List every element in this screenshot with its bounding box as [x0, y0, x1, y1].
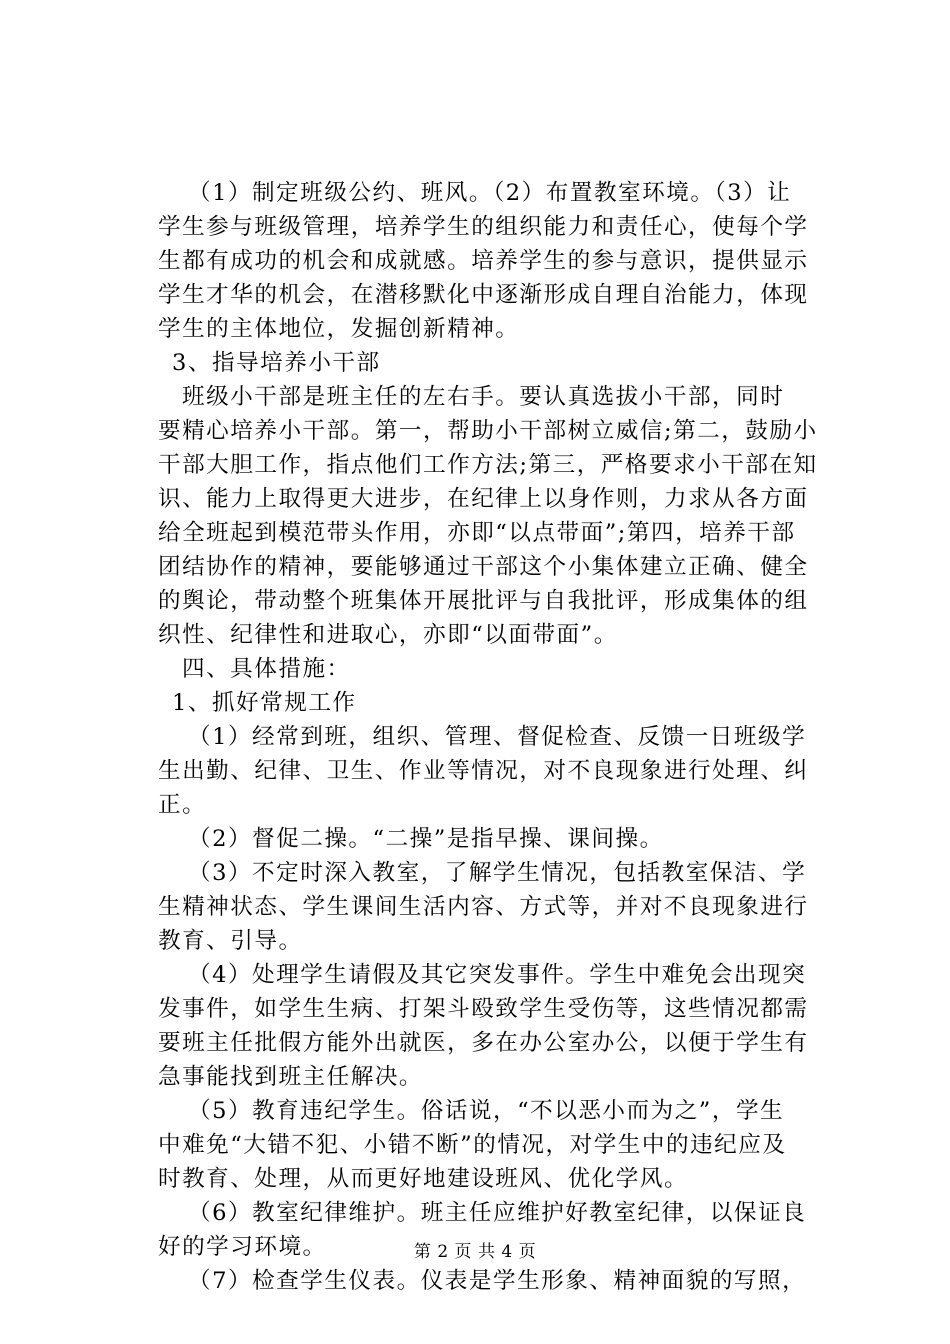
text-line: 织性、纪律性和进取心，亦即“以面带面”。: [158, 622, 618, 648]
text-line: 教育、引导。: [158, 928, 303, 954]
paragraph-item-3: [158, 856, 834, 958]
text-line: 1、抓好常规工作: [172, 690, 357, 716]
text-line: （6）教室纪律维护。班主任应维护好教室纪律，以保证良: [188, 1200, 807, 1226]
text-line: （2）督促二操。“二操”是指早操、课间操。: [188, 826, 664, 852]
text-line: 生出勤、纪律、卫生、作业等情况，对不良现象进行处理、纠: [158, 758, 809, 784]
paragraph-item-5: [158, 1094, 834, 1196]
section-heading-cadres: [158, 346, 834, 380]
text-line: 班级小干部是班主任的左右手。要认真选拔小干部，同时: [182, 384, 785, 410]
section-heading-measures: [158, 652, 834, 686]
paragraph-class-rules: [158, 176, 834, 346]
text-line: 生都有成功的机会和成就感。培养学生的参与意识，提供显示: [158, 248, 809, 274]
text-line: 要精心培养小干部。第一，帮助小干部树立威信;第二，鼓励小: [158, 418, 818, 444]
text-line: 给全班起到模范带头作用，亦即“以点带面”;第四，培养干部: [158, 520, 796, 546]
text-line: 要班主任批假方能外出就医，多在办公室办公，以便于学生有: [158, 1030, 809, 1056]
text-line: （5）教育违纪学生。俗话说，“不以恶小而为之”，学生: [188, 1098, 785, 1124]
text-line: 3、指导培养小干部: [172, 350, 381, 376]
text-line: 生精神状态、学生课间生活内容、方式等，并对不良现象进行: [158, 894, 809, 920]
text-line: 正。: [158, 792, 207, 818]
text-line: 学生的主体地位，发掘创新精神。: [158, 316, 520, 342]
text-line: （7）检查学生仪表。仪表是学生形象、精神面貌的写照，: [188, 1268, 807, 1294]
paragraph-item-1: [158, 720, 834, 822]
page-number-footer: 第 2 页 共 4 页: [413, 1242, 537, 1262]
text-line: 学生参与班级管理，培养学生的组织能力和责任心，使每个学: [158, 214, 809, 240]
text-line: （3）不定时深入教室，了解学生情况，包括教室保洁、学: [188, 860, 807, 886]
text-line: 团结协作的精神，要能够通过干部这个小集体建立正确、健全: [158, 554, 809, 580]
text-line: 四、具体措施：: [182, 656, 351, 682]
text-line: 急事能找到班主任解决。: [158, 1064, 424, 1090]
text-line: 好的学习环境。: [158, 1234, 327, 1260]
text-line: 的舆论，带动整个班集体开展批评与自我批评，形成集体的组: [158, 588, 809, 614]
text-line: 识、能力上取得更大进步，在纪律上以身作则，力求从各方面: [158, 486, 809, 512]
text-line: 发事件，如学生生病、打架斗殴致学生受伤等，这些情况都需: [158, 996, 809, 1022]
paragraph-item-7: [158, 1264, 834, 1298]
paragraph-class-cadres: [158, 380, 834, 652]
text-line: 学生才华的机会，在潜移默化中逐渐形成自理自治能力，体现: [158, 282, 809, 308]
text-line: （1）制定班级公约、班风。（2）布置教室环境。（3）让: [188, 180, 792, 206]
text-line: （1）经常到班，组织、管理、督促检查、反馈一日班级学: [188, 724, 807, 750]
paragraph-item-2: [158, 822, 834, 856]
section-heading-routine: [158, 686, 834, 720]
document-body: [158, 176, 834, 1298]
text-line: 时教育、处理，从而更好地建设班风、优化学风。: [158, 1166, 689, 1192]
text-line: 中难免“大错不犯、小错不断”的情况，对学生中的违纪应及: [158, 1132, 787, 1158]
text-line: 干部大胆工作，指点他们工作方法;第三，严格要求小干部在知: [158, 452, 818, 478]
paragraph-item-4: [158, 958, 834, 1094]
text-line: （4）处理学生请假及其它突发事件。学生中难免会出现突: [188, 962, 807, 988]
